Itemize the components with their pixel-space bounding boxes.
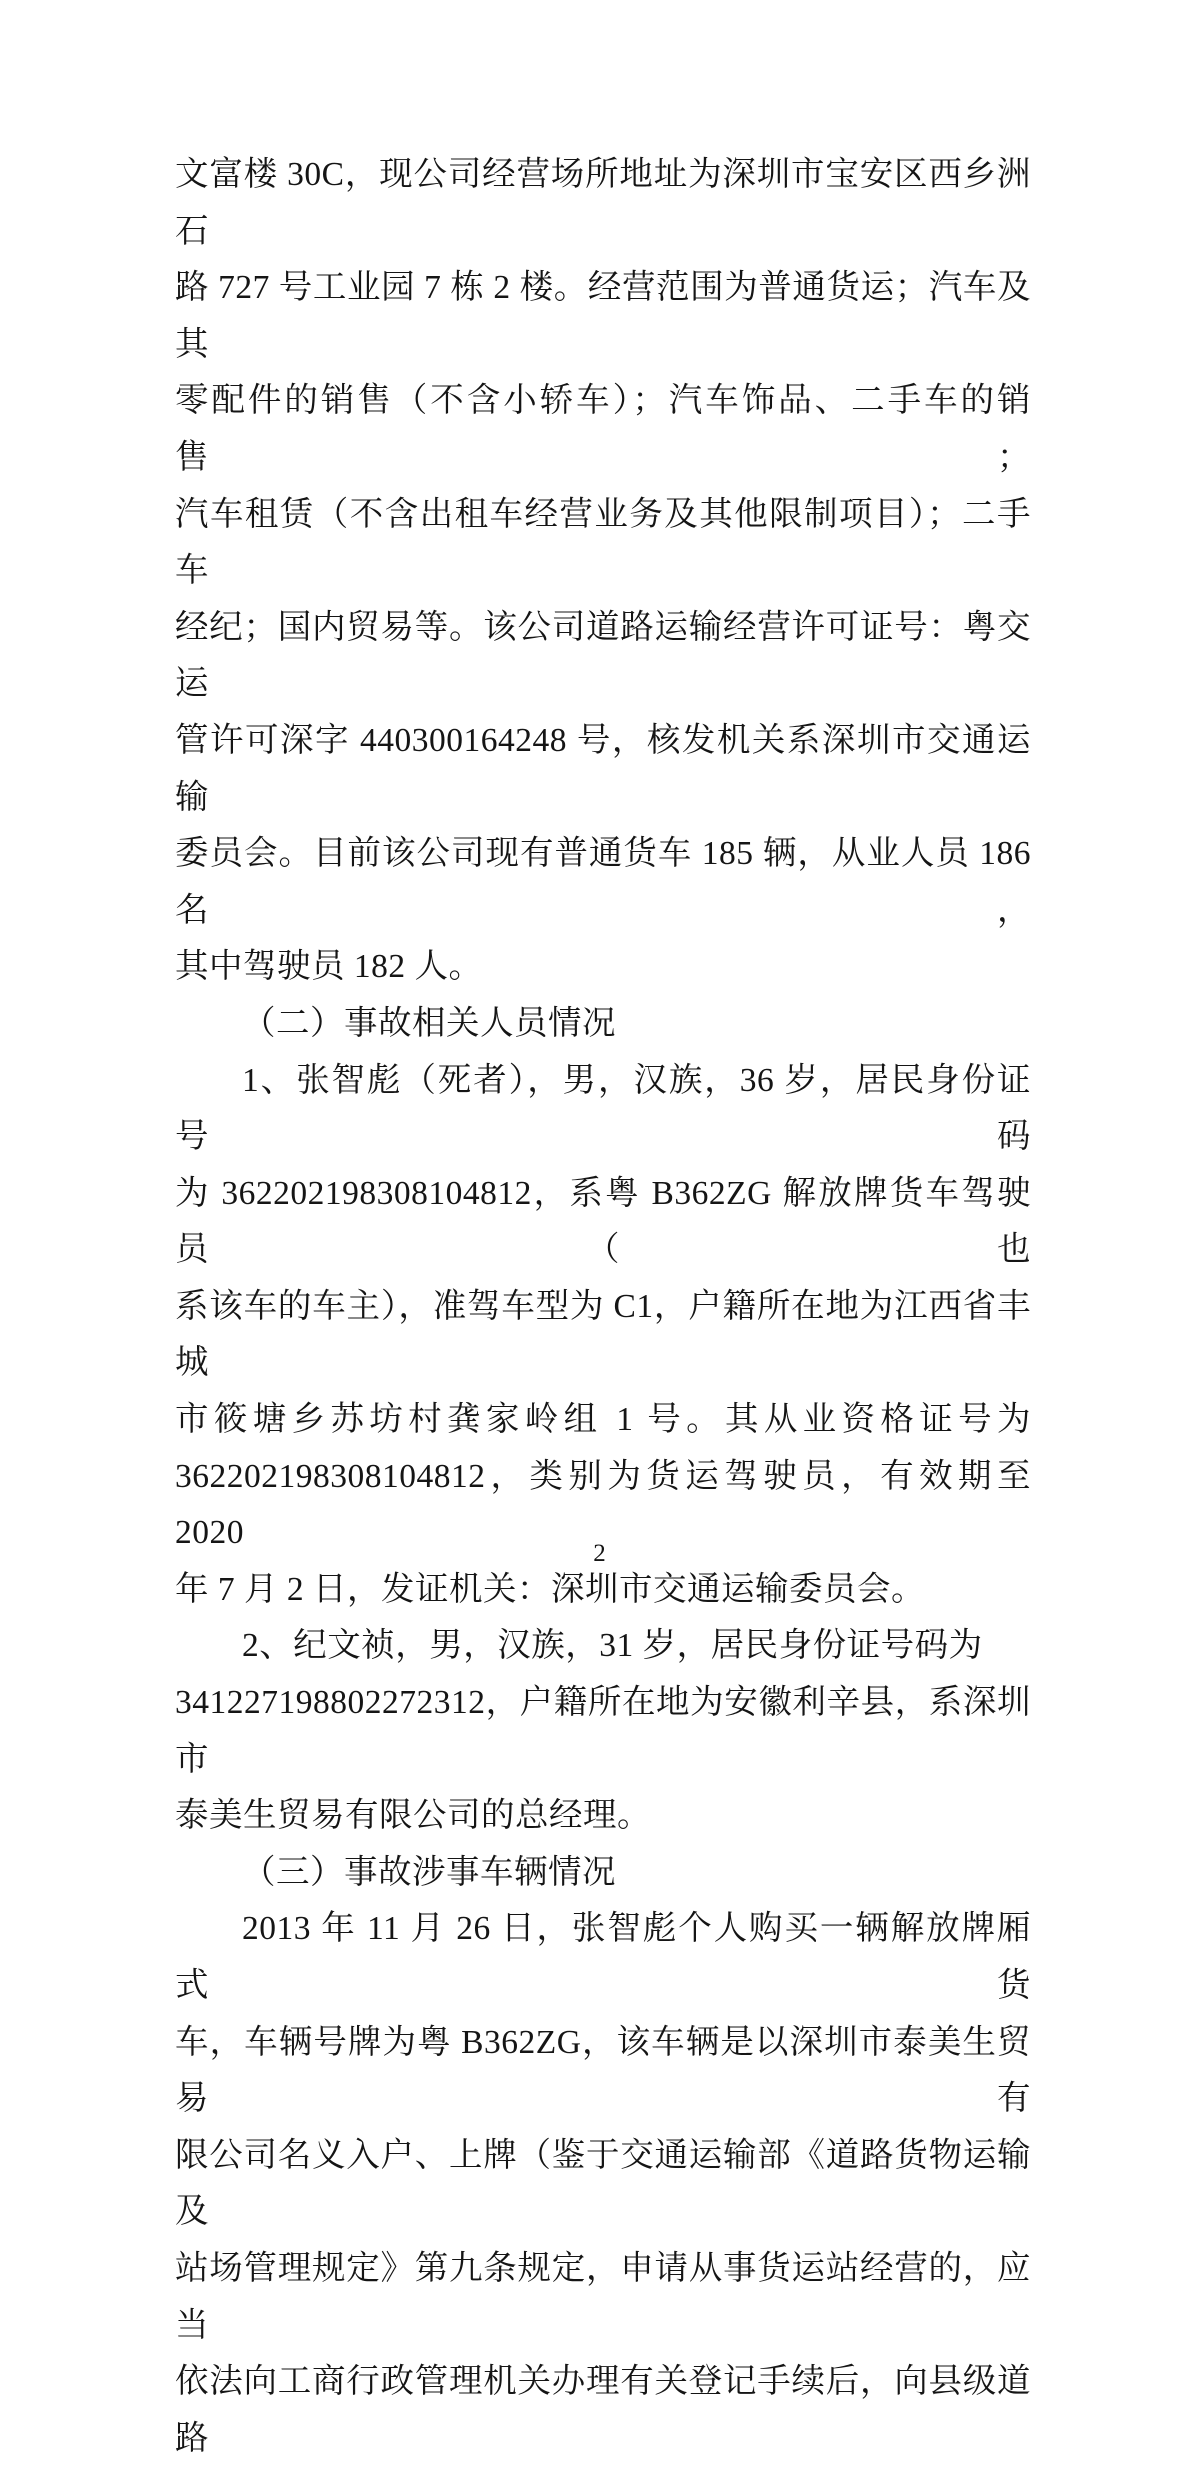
doc-line: 站场管理规定》第九条规定，申请从事货运站经营的，应当: [175, 2249, 1031, 2344]
doc-line: 市筱塘乡苏坊村龚家岭组 1 号。其从业资格证号为: [175, 1401, 1031, 1439]
page-number: 2: [593, 1540, 606, 1567]
doc-line: 车，车辆号牌为粤 B362ZG，该车辆是以深圳市泰美生贸易有: [175, 2023, 1031, 2118]
doc-line: 限公司名义入户、上牌（鉴于交通运输部《道路货物运输及: [175, 2136, 1031, 2231]
doc-line: 系该车的车主），准驾车型为 C1，户籍所在地为江西省丰城: [175, 1287, 1031, 1382]
doc-line: 2013 年 11 月 26 日，张智彪个人购买一辆解放牌厢式货: [175, 1910, 1031, 2004]
doc-line: 依法向工商行政管理机关办理有关登记手续后，向县级道路: [175, 2363, 1031, 2457]
section-heading-2: （二）事故相关人员情况: [242, 1004, 616, 1042]
doc-line: 2、纪文祯，男，汉族，31 岁，居民身份证号码为: [242, 1627, 983, 1665]
doc-line: 年 7 月 2 日，发证机关：深圳市交通运输委员会。: [175, 1570, 925, 1608]
doc-line: 1、张智彪（死者），男，汉族，36 岁，居民身份证号码: [175, 1061, 1031, 1156]
doc-line: 委员会。目前该公司现有普通货车 185 辆，从业人员 186 名，: [175, 835, 1040, 929]
doc-line: 为 362202198308104812，系粤 B362ZG 解放牌货车驾驶员（也: [175, 1174, 1031, 1269]
section-heading-3: （三）事故涉事车辆情况: [242, 1853, 616, 1891]
doc-line: 路 727 号工业园 7 栋 2 楼。经营范围为普通货运；汽车及其: [175, 269, 1031, 363]
doc-line: 341227198802272312，户籍所在地为安徽利辛县，系深圳市: [175, 1684, 1031, 1778]
document-body: [175, 147, 1040, 2467]
doc-line: 经纪；国内贸易等。该公司道路运输经营许可证号：粤交运: [175, 608, 1031, 703]
doc-line: 管许可深字 440300164248 号，核发机关系深圳市交通运输: [175, 721, 1031, 816]
doc-line: 零配件的销售（不含小轿车）；汽车饰品、二手车的销售；: [175, 382, 1031, 476]
doc-line: 泰美生贸易有限公司的总经理。: [175, 1797, 651, 1835]
doc-line: 文富楼 30C，现公司经营场所地址为深圳市宝安区西乡洲石: [175, 156, 1031, 250]
doc-line: 其中驾驶员 182 人。: [175, 948, 483, 986]
doc-line: 362202198308104812，类别为货运驾驶员，有效期至 2020: [175, 1457, 1040, 1552]
doc-line: 汽车租赁（不含出租车经营业务及其他限制项目）；二手车: [175, 495, 1031, 590]
